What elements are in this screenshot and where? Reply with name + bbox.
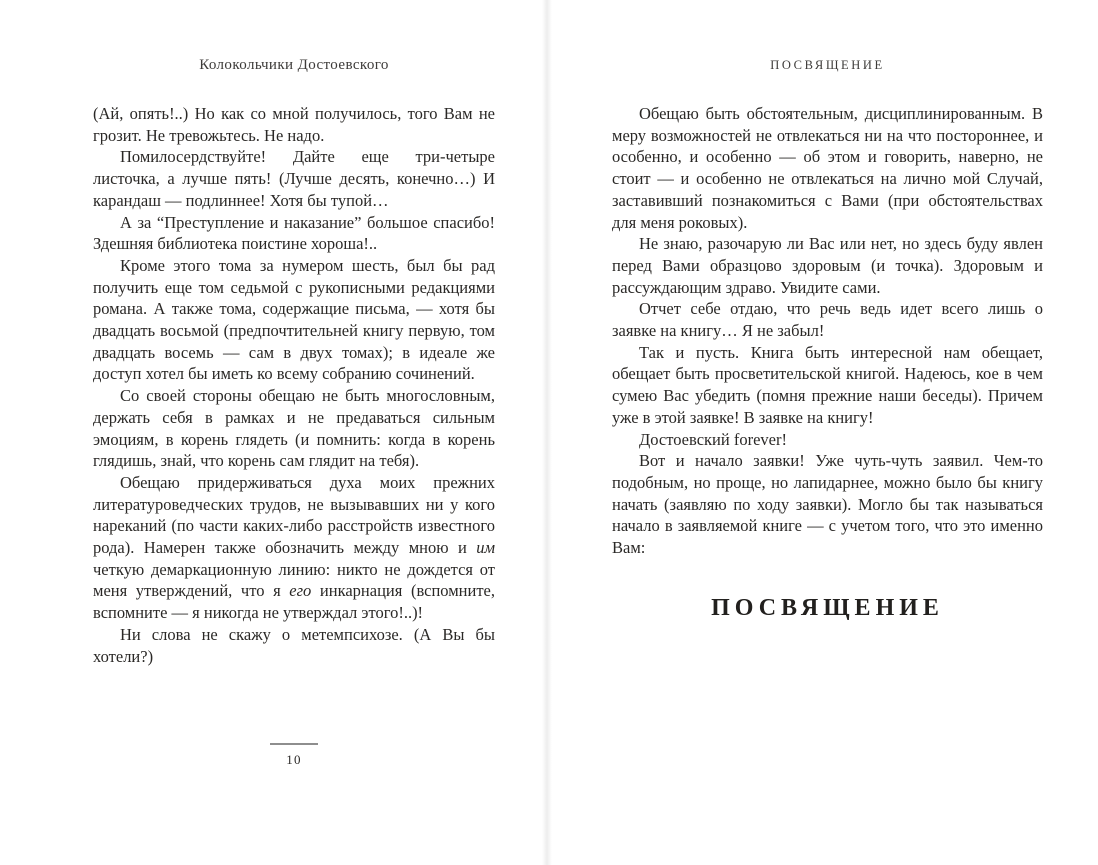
footer-rule: [270, 743, 318, 745]
paragraph: [612, 429, 1043, 451]
text-segment: Так и пусть. Книга быть интересной нам обещает, обещает быть просветительской книгой. Надеюсь, кое в чем сумею Вас убедить (помня прежние наши беседы). Причем уже в этой заявке! В заявке на книгу!: [612, 342, 1043, 427]
right-page-body: [612, 103, 1043, 559]
italic-text-segment: им: [476, 538, 495, 558]
text-segment: Не знаю, разочарую ли Вас или нет, но здесь буду явлен перед Вами образцово здоровым (и точка). Здоровым и рассуждающим здраво. Увидите сами.: [612, 234, 1043, 297]
page-number: 10: [286, 752, 302, 767]
text-segment: Со своей стороны обещаю не быть многословным, держать себя в рамках и не предаваться сильным эмоциям, в корень глядеть (и помнить: когда в корень глядишь, знай, что корень сам глядит на тебя).: [93, 386, 495, 471]
paragraph: [93, 255, 495, 385]
left-running-header: Колокольчики Достоевского: [199, 57, 389, 73]
text-segment: Обещаю быть обстоятельным, дисциплинированным. В меру возможностей не отвлекаться ни на что постороннее, и особенно, и особенно — об этом и говорить, наверно, не стоит — и особенно не отвлекаться на лично мой Случай, заставивший познакомиться с Вами (при обстоятельствах для меня роковых).: [612, 104, 1043, 232]
text-segment: Вот и начало заявки! Уже чуть-чуть заявил. Чем-то подобным, но проще, но лапидарнее, можно было бы книгу начать (заявляю по ходу заявки). Могло бы так называться начало в заявляемой книге — с учетом того, что это именно Вам:: [612, 451, 1043, 558]
page-gutter-divider: [542, 0, 552, 865]
text-segment: (Ай, опять!..) Но как со мной получилось, того Вам не грозит. Не тревожьтесь. Не надо.: [93, 104, 495, 145]
text-segment: Ни слова не скажу о метемпсихозе. (А Вы бы хотели?): [93, 624, 495, 666]
right-running-header: ПОСВЯЩЕНИЕ: [770, 58, 885, 72]
text-segment: А за “Преступление и наказание” большое спасибо! Здешняя библиотека поистине хороша!..: [93, 212, 495, 254]
paragraph: [93, 103, 495, 146]
text-segment: Отчет себе отдаю, что речь ведь идет всего лишь о заявке на книгу… Я не забыл!: [612, 299, 1043, 341]
paragraph: [93, 212, 495, 255]
italic-text-segment: его: [289, 581, 312, 601]
text-segment: Кроме этого тома за нумером шесть, был бы рад получить еще том седьмой с рукописными редакциями романа. А также тома, содержащие письма, — хотя бы двадцать восьмой (предпочтительней книгу первую, том двадцать восемь — сам в двух томах); в идеале же доступ хотел бы иметь ко всему собранию сочинений.: [93, 255, 495, 384]
paragraph: [93, 146, 495, 211]
paragraph: [93, 624, 495, 667]
paragraph: [612, 342, 1043, 429]
left-page: [93, 55, 495, 667]
left-page-footer: [93, 743, 495, 768]
paragraph: [612, 233, 1043, 298]
paragraph: [612, 450, 1043, 559]
left-page-body: [93, 103, 495, 667]
text-segment: Помилосердствуйте! Дайте еще три-четыре листочка, а лучше пять! (Лучше десять, конечно…) И карандаш — подлиннее! Хотя бы тупой…: [93, 147, 495, 210]
text-segment: Обещаю придерживаться духа моих прежних литературоведческих трудов, не вызывавших ни у кого нареканий (по части каких-либо расстройств известного рода). Намерен также обозначить между мною и: [93, 472, 495, 558]
right-page: [612, 55, 1043, 622]
paragraph: [612, 103, 1043, 233]
text-segment: четкую демаркационную линию: никто не дождется от меня утверждений, что я: [93, 559, 495, 601]
paragraph: [93, 472, 495, 624]
text-segment: Достоевский forever!: [639, 429, 787, 449]
text-segment: инкарнация (вспомните, вспомните — я никогда не утверждал этого!..)!: [93, 581, 495, 623]
paragraph: [612, 298, 1043, 341]
section-heading: ПОСВЯЩЕНИЕ: [711, 594, 944, 621]
paragraph: [93, 385, 495, 472]
